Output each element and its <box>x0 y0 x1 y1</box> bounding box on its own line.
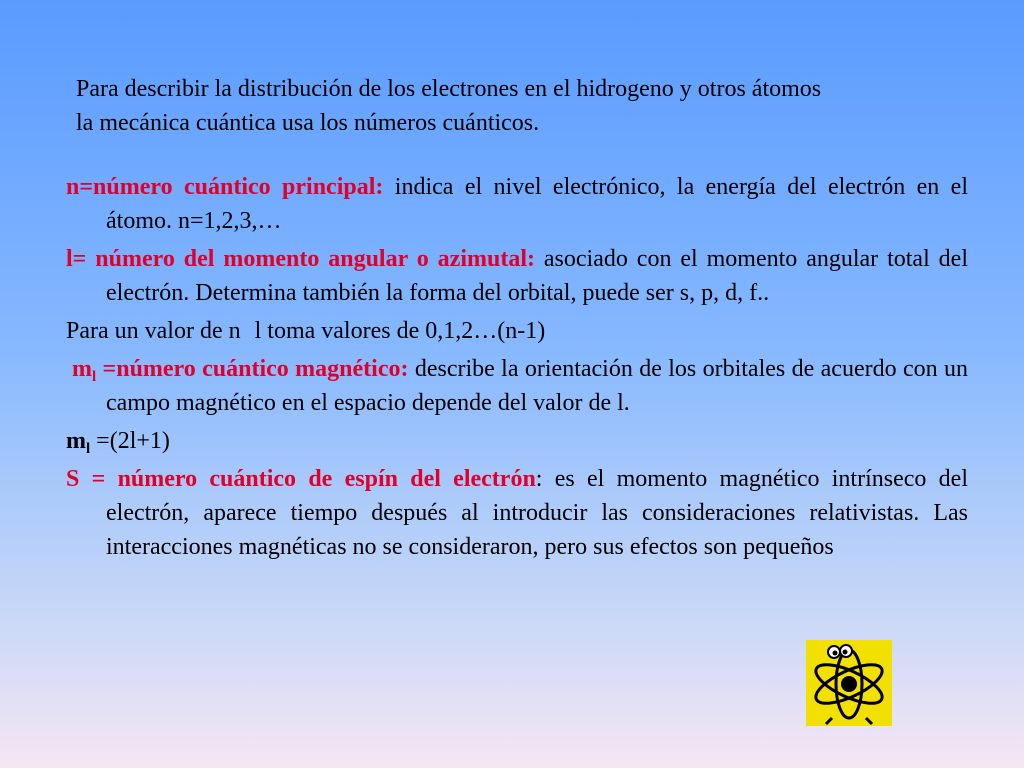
magnetic-description: describe la orientación de los orbitales de acuerdo con un campo magnético en el espacio depende del valor de l. <box>106 356 968 416</box>
formula-m: m <box>66 428 86 454</box>
formula-subscript: l <box>86 441 91 457</box>
spin-description: : es el momento magnético intrínseco del electrón, aparece tiempo después al introducir las consideraciones relativistas. Las interacciones magnéticas no se consideraron, pero sus efectos son pequeños <box>106 466 968 560</box>
quantum-numbers-list <box>66 170 968 568</box>
magnetic-m: m <box>72 356 92 382</box>
intro-line-1: Para describir la distribución de los electrones en el hidrogeno y otros átomos <box>76 76 822 102</box>
atom-cartoon-icon <box>806 640 892 726</box>
intro-paragraph <box>76 72 976 140</box>
principal-quantum-number <box>66 170 968 238</box>
azimuthal-description: asociado con el momento angular total del electrón. Determina también la forma del orbital, puede ser s, p, d, f.. <box>106 246 968 306</box>
atom-cartoon-icon-svg <box>806 640 892 726</box>
magnetic-quantum-number <box>66 352 968 420</box>
magnetic-term <box>72 356 409 385</box>
intro-line-2: la mecánica cuántica usa los números cuánticos. <box>76 110 540 136</box>
magnetic-term-text: =número cuántico magnético: <box>96 356 409 382</box>
spin-term: S = número cuántico de espín del electrón <box>66 466 536 492</box>
spin-quantum-number <box>66 462 968 564</box>
azimuthal-term: l= número del momento angular o azimutal: <box>66 246 535 272</box>
principal-description: indica el nivel electrónico, la energía del electrón en el átomo. n=1,2,3,… <box>106 174 968 234</box>
magnetic-subscript: l <box>92 369 97 385</box>
formula-rest: =(2l+1) <box>90 428 170 454</box>
l-values-suffix: l toma valores de 0,1,2…(n-1) <box>254 318 546 344</box>
magnetic-formula <box>66 424 968 458</box>
l-values-prefix: Para un valor de n <box>66 318 241 344</box>
azimuthal-quantum-number <box>66 242 968 310</box>
principal-term: n=número cuántico principal: <box>66 174 384 200</box>
l-values-line <box>66 314 968 348</box>
